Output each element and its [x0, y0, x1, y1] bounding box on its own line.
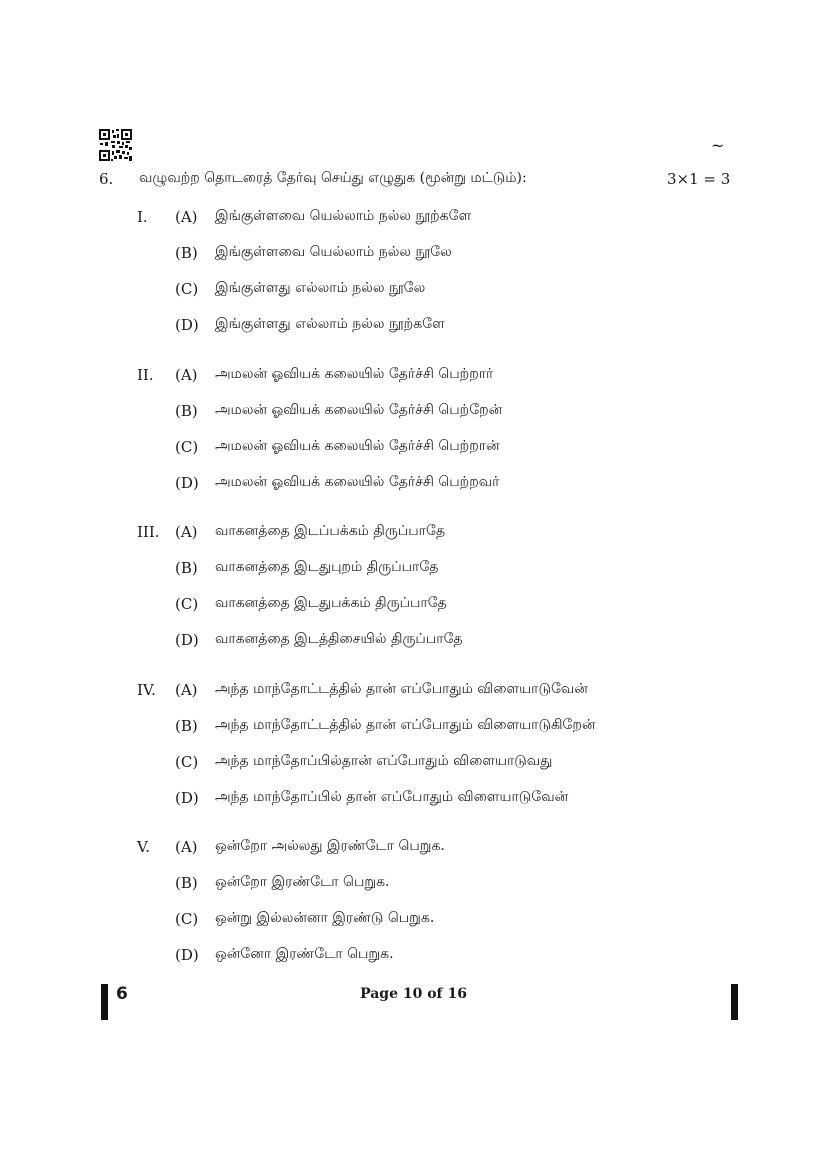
header-tilde: ~ [711, 136, 725, 155]
question-paper-code: 6 [116, 984, 128, 1004]
option-letter: (D) [175, 789, 199, 807]
option-text: இங்குள்ளவை யெல்லாம் நல்ல நூற்களே [215, 208, 472, 224]
footer-bar-right [731, 984, 738, 1020]
option-text: ஒன்னோ இரண்டோ பெறுக. [215, 946, 394, 962]
option-text: ஒன்றோ இரண்டோ பெறுக. [215, 874, 390, 890]
group-label: I. [137, 208, 148, 226]
question-number: 6. [99, 170, 114, 188]
option-text: அந்த மாந்தோப்பில்தான் எப்போதும் விளையாடுவது [215, 753, 553, 769]
option-letter: (D) [175, 316, 199, 334]
group-label: V. [137, 838, 150, 856]
option-letter: (C) [175, 280, 199, 298]
option-letter: (B) [175, 717, 198, 735]
question-text: வழுவற்ற தொடரைத் தேர்வு செய்து எழுதுக (மூன்று மட்டும்): [139, 170, 527, 186]
option-letter: (A) [175, 681, 198, 699]
option-letter: (A) [175, 523, 198, 541]
option-text: அமலன் ஓவியக் கலையில் தேர்ச்சி பெற்றவர் [215, 474, 500, 490]
option-text: வாகனத்தை இடதுபுறம் திருப்பாதே [215, 559, 439, 575]
option-letter: (C) [175, 910, 199, 928]
option-text: அமலன் ஓவியக் கலையில் தேர்ச்சி பெற்றார் [215, 366, 494, 382]
group-label: III. [137, 523, 160, 541]
option-letter: (A) [175, 838, 198, 856]
option-letter: (B) [175, 244, 198, 262]
option-letter: (C) [175, 753, 199, 771]
option-letter: (B) [175, 402, 198, 420]
qr-code-icon [99, 129, 132, 161]
option-letter: (A) [175, 208, 198, 226]
option-letter: (A) [175, 366, 198, 384]
option-text: அந்த மாந்தோட்டத்தில் தான் எப்போதும் விளையாடுவேன் [215, 681, 588, 697]
option-text: இங்குள்ளது எல்லாம் நல்ல நூலே [215, 280, 426, 296]
question-marks: 3×1 = 3 [667, 170, 731, 188]
option-text: அந்த மாந்தோப்பில் தான் எப்போதும் விளையாடுவேன் [215, 789, 569, 805]
option-letter: (B) [175, 559, 198, 577]
page-number: Page 10 of 16 [360, 986, 467, 1002]
option-letter: (D) [175, 946, 199, 964]
option-letter: (C) [175, 438, 199, 456]
option-text: இங்குள்ளவை யெல்லாம் நல்ல நூலே [215, 244, 452, 260]
option-text: ஒன்றோ அல்லது இரண்டோ பெறுக. [215, 838, 445, 854]
option-text: அந்த மாந்தோட்டத்தில் தான் எப்போதும் விளையாடுகிறேன் [215, 717, 596, 733]
option-text: அமலன் ஓவியக் கலையில் தேர்ச்சி பெற்றான் [215, 438, 500, 454]
group-label: II. [137, 366, 154, 384]
option-text: வாகனத்தை இடப்பக்கம் திருப்பாதே [215, 523, 446, 539]
option-letter: (B) [175, 874, 198, 892]
option-letter: (D) [175, 474, 199, 492]
option-text: இங்குள்ளது எல்லாம் நல்ல நூற்களே [215, 316, 445, 332]
option-text: அமலன் ஓவியக் கலையில் தேர்ச்சி பெற்றேன் [215, 402, 503, 418]
option-text: வாகனத்தை இடதுபக்கம் திருப்பாதே [215, 595, 447, 611]
option-letter: (C) [175, 595, 199, 613]
group-label: IV. [137, 681, 156, 699]
option-letter: (D) [175, 631, 199, 649]
option-text: வாகனத்தை இடத்திசையில் திருப்பாதே [215, 631, 463, 647]
option-text: ஒன்று இல்லன்னா இரண்டு பெறுக. [215, 910, 435, 926]
